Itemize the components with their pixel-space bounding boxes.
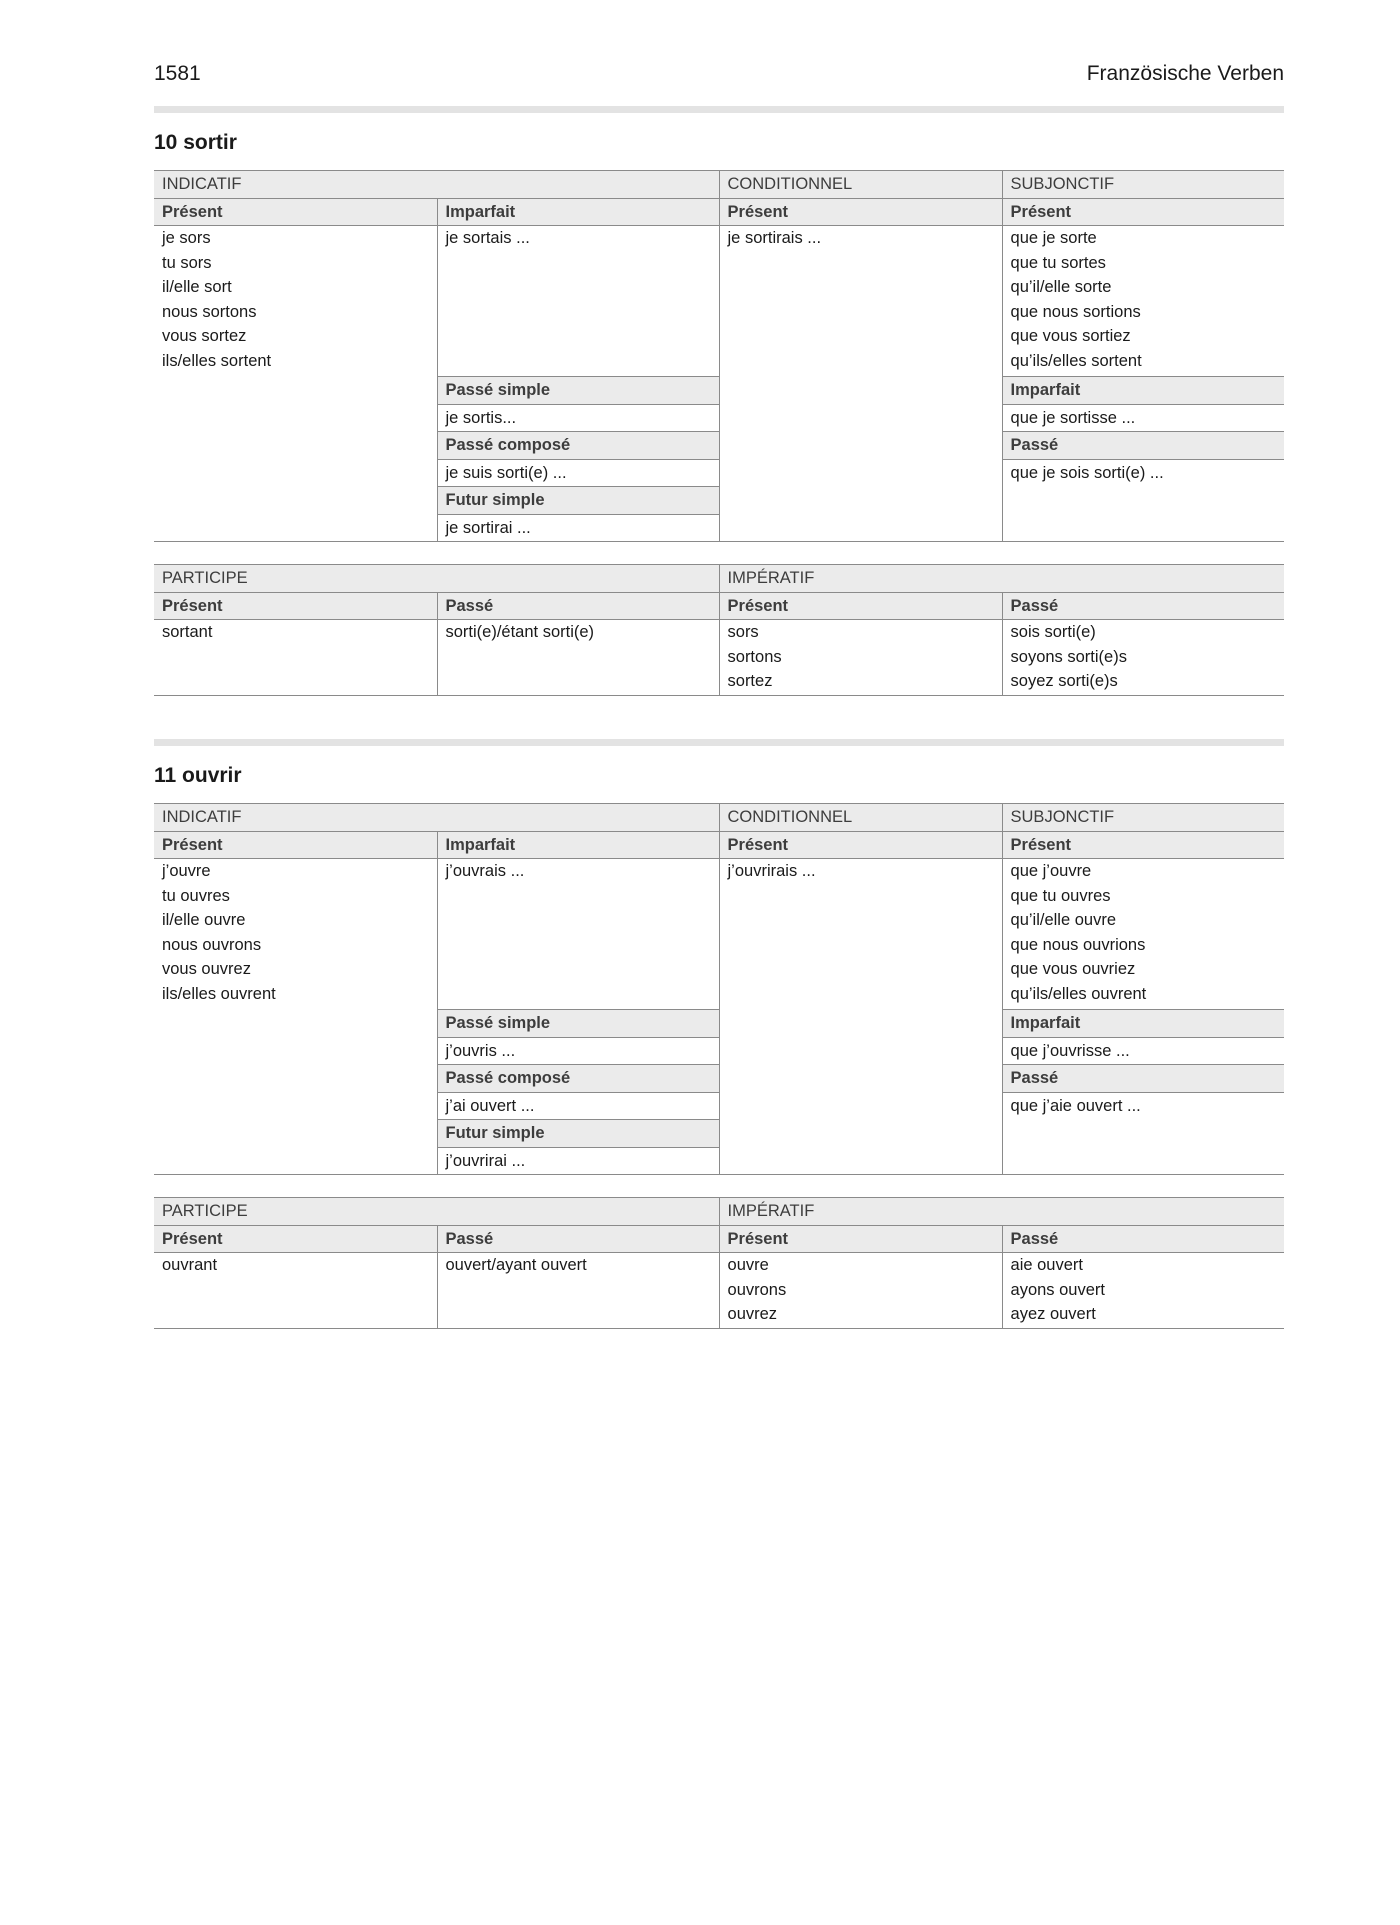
subjonctif-passe-header: Passé: [1002, 1065, 1284, 1093]
conjugation-table-main: [154, 803, 1284, 1175]
subjonctif-imparfait-cell: que je sortisse ...: [1002, 404, 1284, 432]
conjugation-form: sortant: [162, 623, 213, 641]
section-participe: PARTICIPE: [154, 1198, 719, 1226]
indicatif-imparfait-header: Imparfait: [437, 198, 719, 226]
section-conditionnel: CONDITIONNEL: [719, 171, 1002, 199]
conjugation-form: soyons sorti(e)s: [1010, 647, 1127, 666]
conjugation-form: ils/elles ouvrent: [162, 984, 276, 1003]
conditionnel-present-cell: [719, 859, 1002, 1175]
participe-imperatif-table: [154, 1197, 1284, 1329]
subjonctif-passe-cell: que j’aie ouvert ...: [1002, 1092, 1284, 1175]
indicatif-present-cell: [154, 859, 437, 1175]
indicatif-present-header: Présent: [154, 831, 437, 859]
passe-compose-header: Passé composé: [437, 432, 719, 460]
conjugation-form: ouvert/ayant ouvert: [445, 1256, 587, 1274]
page-header: [154, 62, 1284, 90]
conjugation-form: sois sorti(e): [1010, 623, 1096, 641]
participe-present-cell: [154, 620, 437, 696]
indicatif-present-cell: [154, 226, 437, 542]
conjugation-form: qu’ils/elles sortent: [1010, 351, 1142, 370]
conjugation-form: je sortirais ...: [727, 229, 822, 247]
conjugation-form: vous sortez: [162, 327, 247, 346]
passe-compose-header: Passé composé: [437, 1065, 719, 1093]
verb-title: 11 ouvrir: [154, 764, 242, 787]
subjonctif-passe-cell: que je sois sorti(e) ...: [1002, 459, 1284, 542]
passe-simple-header: Passé simple: [437, 1010, 719, 1038]
section-participe: PARTICIPE: [154, 565, 719, 593]
conjugation-form: qu’il/elle sorte: [1010, 278, 1112, 297]
conditionnel-present-header: Présent: [719, 198, 1002, 226]
conjugation-form: sorti(e)/étant sorti(e): [445, 623, 595, 641]
passe-compose-cell: je suis sorti(e) ...: [437, 459, 719, 487]
conjugation-form: je sors: [162, 229, 211, 247]
participe-passe-cell: [437, 1253, 719, 1329]
conjugation-form: qu’il/elle ouvre: [1010, 911, 1116, 930]
conjugation-form: ouvre: [727, 1256, 769, 1274]
conjugation-form: il/elle ouvre: [162, 911, 246, 930]
section-indicatif: INDICATIF: [154, 171, 719, 199]
section-subjonctif: SUBJONCTIF: [1002, 804, 1284, 832]
indicatif-imparfait-cell: [437, 859, 719, 1010]
section-indicatif: INDICATIF: [154, 804, 719, 832]
running-title: Französische Verben: [1086, 62, 1284, 85]
passe-simple-header: Passé simple: [437, 377, 719, 405]
passe-simple-cell: je sortis...: [437, 404, 719, 432]
conjugation-form: tu ouvres: [162, 886, 230, 905]
subjonctif-present-cell: [1002, 226, 1284, 377]
conjugation-form: nous sortons: [162, 302, 257, 321]
conjugation-form: il/elle sort: [162, 278, 232, 297]
conjugation-form: qu’ils/elles ouvrent: [1010, 984, 1147, 1003]
imperatif-present-cell: [719, 620, 1002, 696]
futur-simple-header: Futur simple: [437, 487, 719, 515]
conjugation-form: j’ouvrais ...: [445, 862, 525, 880]
section-subjonctif: SUBJONCTIF: [1002, 171, 1284, 199]
conjugation-form: que je sorte: [1010, 229, 1097, 247]
conjugation-form: ayez ouvert: [1010, 1305, 1096, 1324]
passe-compose-cell: j’ai ouvert ...: [437, 1092, 719, 1120]
futur-simple-cell: j’ouvrirai ...: [437, 1147, 719, 1175]
conjugation-form: je sortais ...: [445, 229, 530, 247]
conditionnel-present-cell: [719, 226, 1002, 542]
conjugation-form: que tu sortes: [1010, 253, 1106, 272]
conjugation-form: que vous sortiez: [1010, 327, 1131, 346]
conjugation-form: nous ouvrons: [162, 935, 262, 954]
participe-present-cell: [154, 1253, 437, 1329]
conditionnel-present-header: Présent: [719, 831, 1002, 859]
imperatif-passe-header: Passé: [1002, 592, 1284, 620]
conjugation-form: que j’ouvre: [1010, 862, 1092, 880]
conjugation-form: que nous sortions: [1010, 302, 1141, 321]
conjugation-form: sortez: [727, 672, 773, 691]
conjugation-form: j’ouvre: [162, 862, 211, 880]
section-divider: [154, 106, 1284, 113]
participe-present-header: Présent: [154, 592, 437, 620]
conjugation-form: ouvrant: [162, 1256, 218, 1274]
subjonctif-present-header: Présent: [1002, 198, 1284, 226]
participe-passe-header: Passé: [437, 592, 719, 620]
section-conditionnel: CONDITIONNEL: [719, 804, 1002, 832]
indicatif-imparfait-cell: [437, 226, 719, 377]
conjugation-form: ouvrez: [727, 1305, 778, 1324]
conjugation-form: aie ouvert: [1010, 1256, 1083, 1274]
conjugation-form: sortons: [727, 647, 782, 666]
section-imperatif: IMPÉRATIF: [719, 1198, 1284, 1226]
conjugation-form: ils/elles sortent: [162, 351, 272, 370]
imperatif-passe-cell: [1002, 620, 1284, 696]
indicatif-imparfait-header: Imparfait: [437, 831, 719, 859]
subjonctif-passe-header: Passé: [1002, 432, 1284, 460]
conjugation-form: tu sors: [162, 253, 212, 272]
imperatif-passe-cell: [1002, 1253, 1284, 1329]
conjugation-form: vous ouvrez: [162, 960, 251, 979]
section-divider: [154, 739, 1284, 746]
conjugation-form: que nous ouvrions: [1010, 935, 1146, 954]
subjonctif-imparfait-header: Imparfait: [1002, 1010, 1284, 1038]
imperatif-passe-header: Passé: [1002, 1225, 1284, 1253]
conjugation-form: que vous ouvriez: [1010, 960, 1136, 979]
imperatif-present-header: Présent: [719, 1225, 1002, 1253]
verb-title: 10 sortir: [154, 131, 237, 154]
futur-simple-cell: je sortirai ...: [437, 514, 719, 542]
subjonctif-present-cell: [1002, 859, 1284, 1010]
section-imperatif: IMPÉRATIF: [719, 565, 1284, 593]
conjugation-form: j’ouvrirais ...: [727, 862, 816, 880]
imperatif-present-cell: [719, 1253, 1002, 1329]
conjugation-form: ouvrons: [727, 1280, 787, 1299]
participe-passe-cell: [437, 620, 719, 696]
conjugation-form: que tu ouvres: [1010, 886, 1111, 905]
indicatif-present-header: Présent: [154, 198, 437, 226]
subjonctif-imparfait-header: Imparfait: [1002, 377, 1284, 405]
conjugation-table-main: [154, 170, 1284, 542]
futur-simple-header: Futur simple: [437, 1120, 719, 1148]
subjonctif-imparfait-cell: que j’ouvrisse ...: [1002, 1037, 1284, 1065]
conjugation-form: soyez sorti(e)s: [1010, 672, 1118, 691]
passe-simple-cell: j’ouvris ...: [437, 1037, 719, 1065]
page-number: 1581: [154, 62, 201, 85]
participe-present-header: Présent: [154, 1225, 437, 1253]
participe-passe-header: Passé: [437, 1225, 719, 1253]
conjugation-form: sors: [727, 623, 759, 641]
participe-imperatif-table: [154, 564, 1284, 696]
subjonctif-present-header: Présent: [1002, 831, 1284, 859]
conjugation-form: ayons ouvert: [1010, 1280, 1105, 1299]
imperatif-present-header: Présent: [719, 592, 1002, 620]
